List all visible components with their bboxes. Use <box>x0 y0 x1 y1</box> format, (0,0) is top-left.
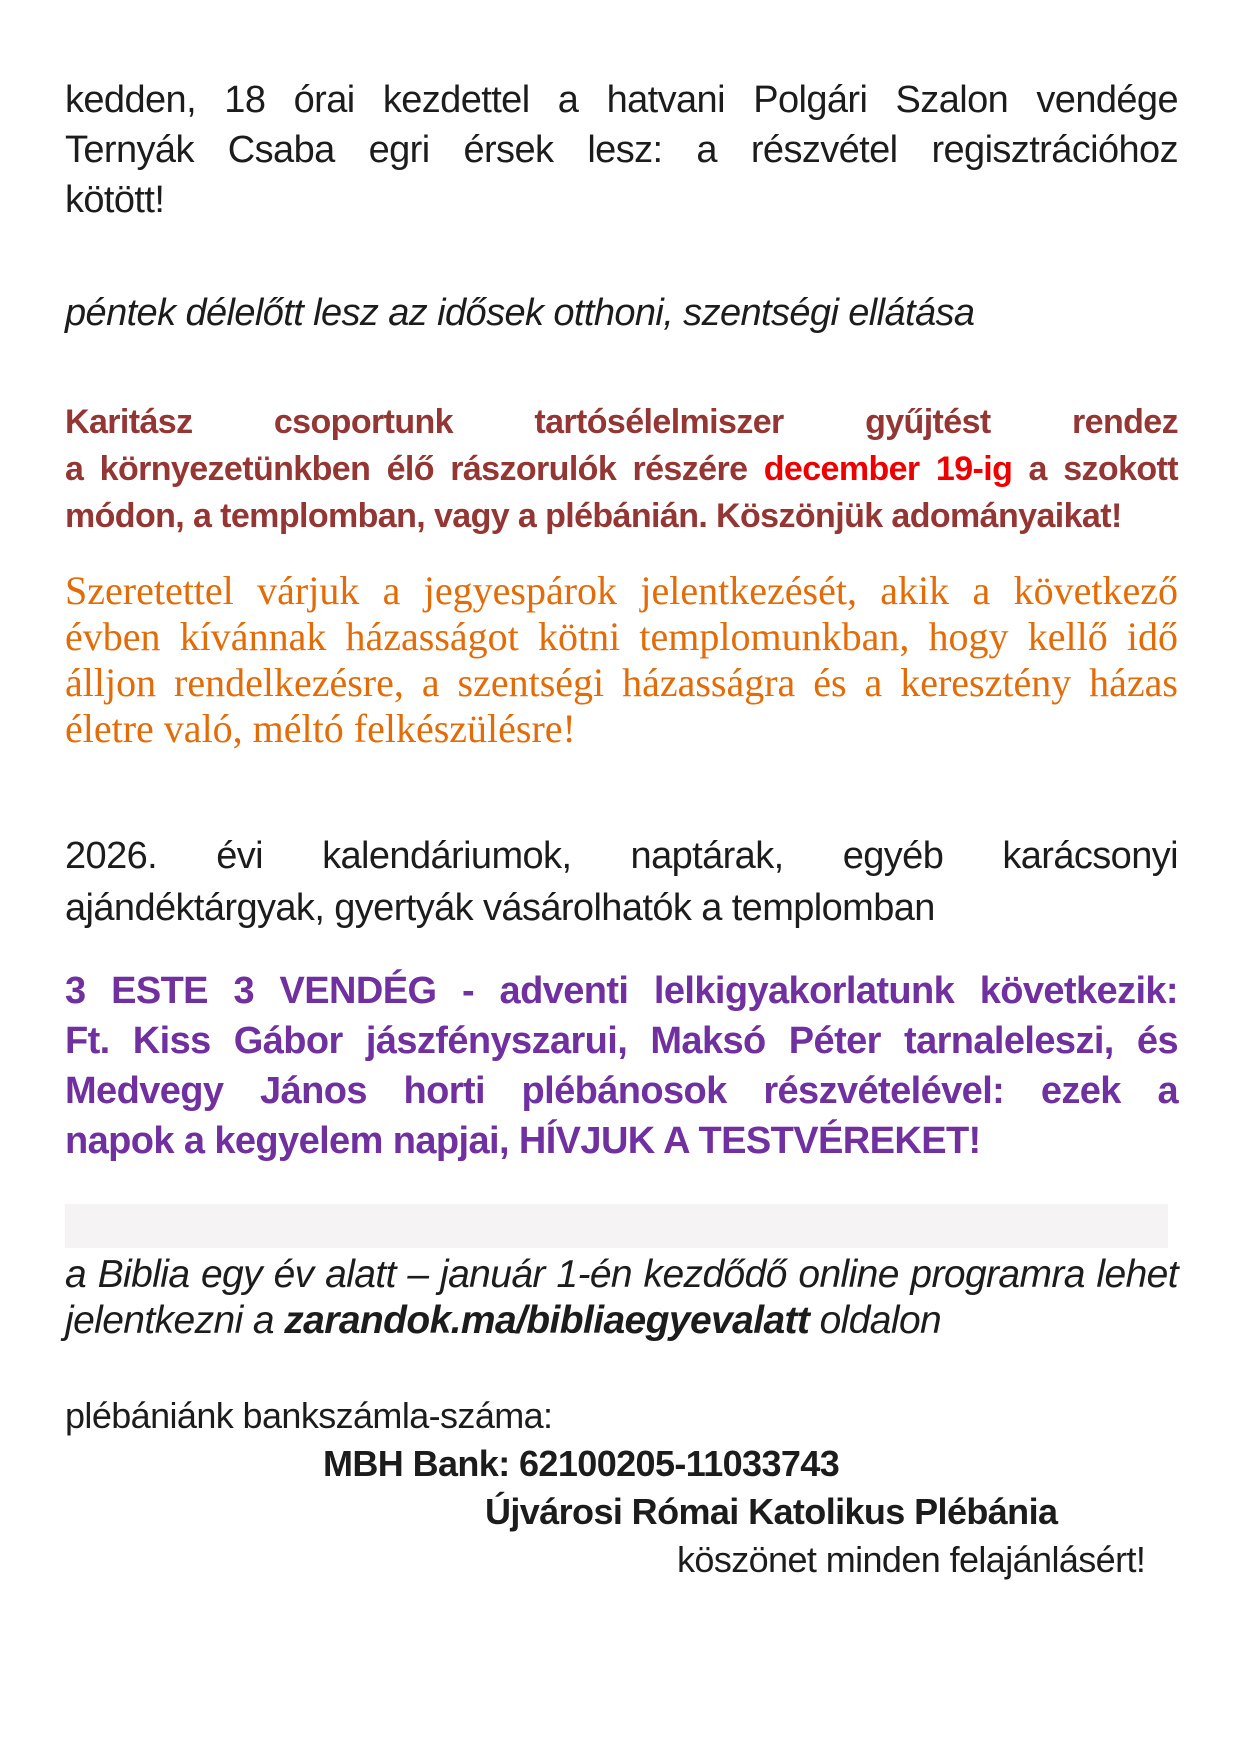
highlight-strip <box>65 1204 1168 1248</box>
text-line: 2026. évi kalendáriumok, naptárak, egyéb karácsonyi <box>65 835 1178 877</box>
text-segment: a környezetünkben élő rászorulók részére <box>65 450 764 488</box>
deadline-date: december 19-ig <box>763 450 1013 488</box>
paragraph-jegyesparok <box>65 568 1178 752</box>
text-line: 3 ESTE 3 VENDÉG - adventi lelkigyakorlatunk következik: <box>65 970 1178 1012</box>
text-line: álljon rendelkezésre, a szentségi házasságra és a keresztény házas <box>65 660 1178 705</box>
paragraph-karitasz-gyujtes <box>65 399 1178 540</box>
text-line: péntek délelőtt lesz az idősek otthoni, szentségi ellátása <box>65 292 975 334</box>
paragraph-polgari-szalon <box>65 75 1178 225</box>
thanks-note: köszönet minden felajánlásért! <box>677 1539 1146 1580</box>
text-line: napok a kegyelem napjai, HÍVJUK A TESTVÉREKET! <box>65 1120 981 1162</box>
text-line <box>65 1298 1178 1344</box>
text-line: Ft. Kiss Gábor jászfényszarui, Maksó Péter tarnaleleszi, és <box>65 1020 1178 1062</box>
text-segment: a szokott <box>1012 450 1178 488</box>
text-line: kötött! <box>65 179 165 221</box>
text-segment: oldalon <box>809 1299 942 1342</box>
text-line: a Biblia egy év alatt – január 1-én kezdődő online programra lehet <box>65 1253 1178 1296</box>
text-line: ajándéktárgyak, gyertyák vásárolhatók a templomban <box>65 887 935 929</box>
bank-account-number: MBH Bank: 62100205-11033743 <box>323 1443 840 1484</box>
paragraph-biblia-program <box>65 1252 1178 1344</box>
bank-info-block <box>65 1392 1178 1584</box>
bank-label: plébániánk bankszámla-száma: <box>65 1395 553 1436</box>
paragraph-idosek-ellatas <box>65 291 1178 335</box>
text-line: Medvegy János horti plébánosok részvételével: ezek a <box>65 1070 1178 1112</box>
parish-name: Újvárosi Római Katolikus Plébánia <box>485 1491 1058 1532</box>
paragraph-kalendariumok <box>65 830 1178 934</box>
text-line: Karitász csoportunk tartósélelmiszer gyűjtést rendez <box>65 403 1178 441</box>
text-segment: jelentkezni a <box>65 1299 285 1342</box>
text-line <box>65 446 1178 493</box>
text-line: életre való, méltó felkészülésre! <box>65 706 576 751</box>
text-line: Szeretettel várjuk a jegyespárok jelentkezését, akik a következő <box>65 568 1178 613</box>
text-line: kedden, 18 órai kezdettel a hatvani Polgári Szalon vendége <box>65 79 1178 121</box>
paragraph-adventi-lelkigyakorlat <box>65 966 1178 1166</box>
text-line: Ternyák Csaba egri érsek lesz: a részvétel regisztrációhoz <box>65 129 1178 171</box>
text-line: módon, a templomban, vagy a plébánián. Köszönjük adományaikat! <box>65 497 1122 535</box>
program-url: zarandok.ma/bibliaegyevalatt <box>284 1299 810 1342</box>
text-line: évben kívánnak házasságot kötni templomunkban, hogy kellő idő <box>65 614 1178 659</box>
